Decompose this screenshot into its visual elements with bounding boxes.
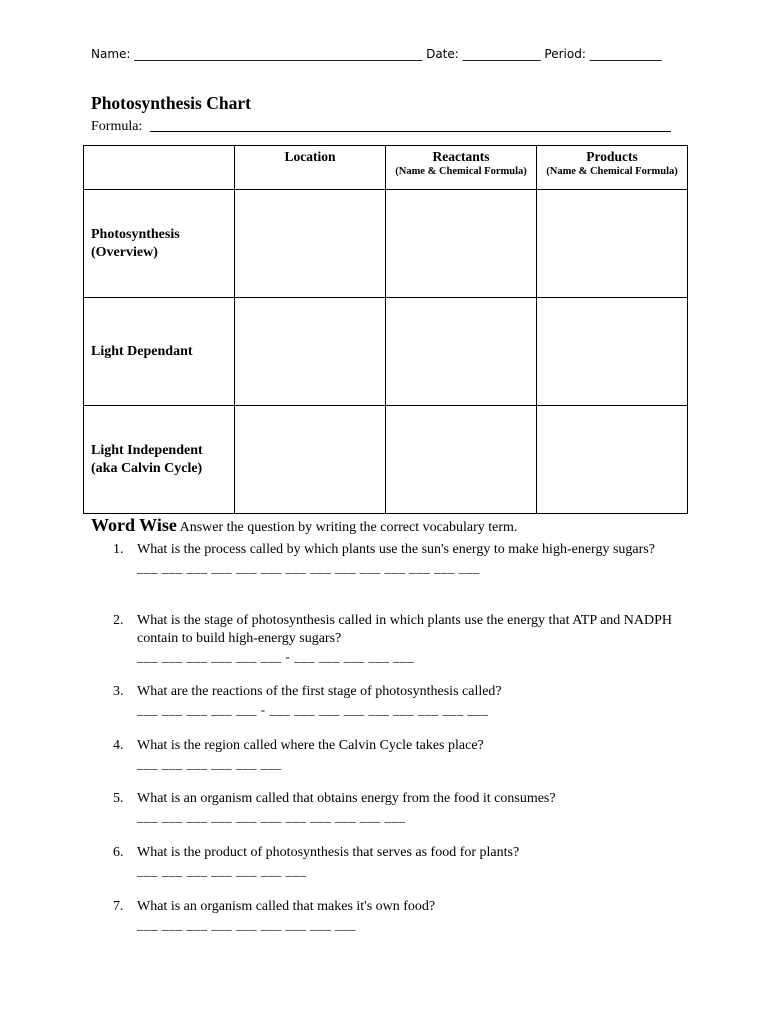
row-label-line: (aka Calvin Cycle): [91, 460, 203, 476]
answer-cell-products[interactable]: [537, 190, 688, 298]
question-5: [113, 790, 673, 826]
question-7: [113, 898, 673, 934]
question-number: 3.: [113, 684, 124, 699]
row-label-line: Light Dependant: [91, 343, 193, 359]
answer-cell-location[interactable]: [235, 190, 386, 298]
question-number: 5.: [113, 791, 124, 806]
question-number: 7.: [113, 899, 124, 914]
answer-blanks[interactable]: ___ ___ ___ ___ ___ ___ ___: [137, 863, 307, 878]
row-label: [84, 190, 235, 298]
formula-label: Formula:: [91, 119, 143, 134]
answer-blanks[interactable]: ___ ___ ___ ___ ___ - ___ ___ ___ ___ ___ ___ ___ ___ ___: [137, 702, 489, 717]
question-2: [113, 612, 673, 666]
formula-row: [91, 119, 671, 135]
column-header-products: [537, 146, 688, 190]
word-wise-heading: [91, 515, 517, 536]
answer-cell-location[interactable]: [235, 406, 386, 514]
column-header-reactants: [386, 146, 537, 190]
answer-blanks[interactable]: ___ ___ ___ ___ ___ ___ ___ ___ ___: [137, 917, 356, 932]
column-header-location: [235, 146, 386, 190]
row-label: [84, 298, 235, 406]
photosynthesis-chart: [83, 145, 688, 514]
word-wise-instructions: Answer the question by writing the correct vocabulary term.: [179, 520, 518, 535]
answer-cell-reactants[interactable]: [386, 406, 537, 514]
row-label-line: Light Independent: [91, 442, 203, 458]
answer-cell-reactants[interactable]: [386, 190, 537, 298]
question-text: What is an organism called that makes it's own food?: [137, 899, 436, 914]
page-title: Photosynthesis Chart: [91, 93, 251, 113]
column-title: Reactants: [432, 149, 490, 164]
answer-cell-reactants[interactable]: [386, 298, 537, 406]
corner-cell: [84, 146, 235, 190]
column-title: Products: [586, 149, 638, 164]
word-wise-title: Word Wise: [91, 515, 177, 535]
answer-blanks[interactable]: ___ ___ ___ ___ ___ ___ - ___ ___ ___ ___ ___: [137, 649, 415, 664]
column-subtitle: (Name & Chemical Formula): [395, 166, 527, 177]
answer-cell-location[interactable]: [235, 298, 386, 406]
question-number: 4.: [113, 738, 124, 753]
answer-blanks[interactable]: ___ ___ ___ ___ ___ ___: [137, 756, 282, 771]
question-number: 2.: [113, 613, 124, 628]
chart-row-light-dependant: [84, 298, 688, 406]
formula-blank-line[interactable]: [150, 119, 671, 132]
chart-row-light-independent: [84, 406, 688, 514]
question-text: What is the stage of photosynthesis called in which plants use the energy that ATP and NADPH contain to build high-energy sugars?: [137, 613, 673, 646]
question-1: [113, 541, 673, 577]
chart-row-overview: [84, 190, 688, 298]
question-text: What is the product of photosynthesis that serves as food for plants?: [137, 845, 520, 860]
row-label-line: (Overview): [91, 244, 158, 260]
question-text: What are the reactions of the first stage of photosynthesis called?: [137, 684, 502, 699]
header-fields: Name: ________________________________________________ Date: _____________ Period: ____________: [91, 47, 662, 61]
question-3: [113, 683, 673, 719]
question-number: 6.: [113, 845, 124, 860]
question-text: What is the region called where the Calvin Cycle takes place?: [137, 738, 484, 753]
answer-blanks[interactable]: ___ ___ ___ ___ ___ ___ ___ ___ ___ ___ ___ ___ ___ ___: [137, 560, 480, 575]
column-title: Location: [284, 149, 336, 164]
answer-blanks[interactable]: ___ ___ ___ ___ ___ ___ ___ ___ ___ ___ ___: [137, 809, 406, 824]
chart-header-row: [84, 146, 688, 190]
question-6: [113, 844, 673, 880]
row-label: [84, 406, 235, 514]
answer-cell-products[interactable]: [537, 406, 688, 514]
question-4: [113, 737, 673, 773]
question-text: What is an organism called that obtains energy from the food it consumes?: [137, 791, 556, 806]
column-subtitle: (Name & Chemical Formula): [546, 166, 678, 177]
answer-cell-products[interactable]: [537, 298, 688, 406]
row-label-line: Photosynthesis: [91, 226, 180, 242]
question-text: What is the process called by which plants use the sun's energy to make high-energy sugars?: [137, 542, 655, 557]
question-number: 1.: [113, 542, 124, 557]
